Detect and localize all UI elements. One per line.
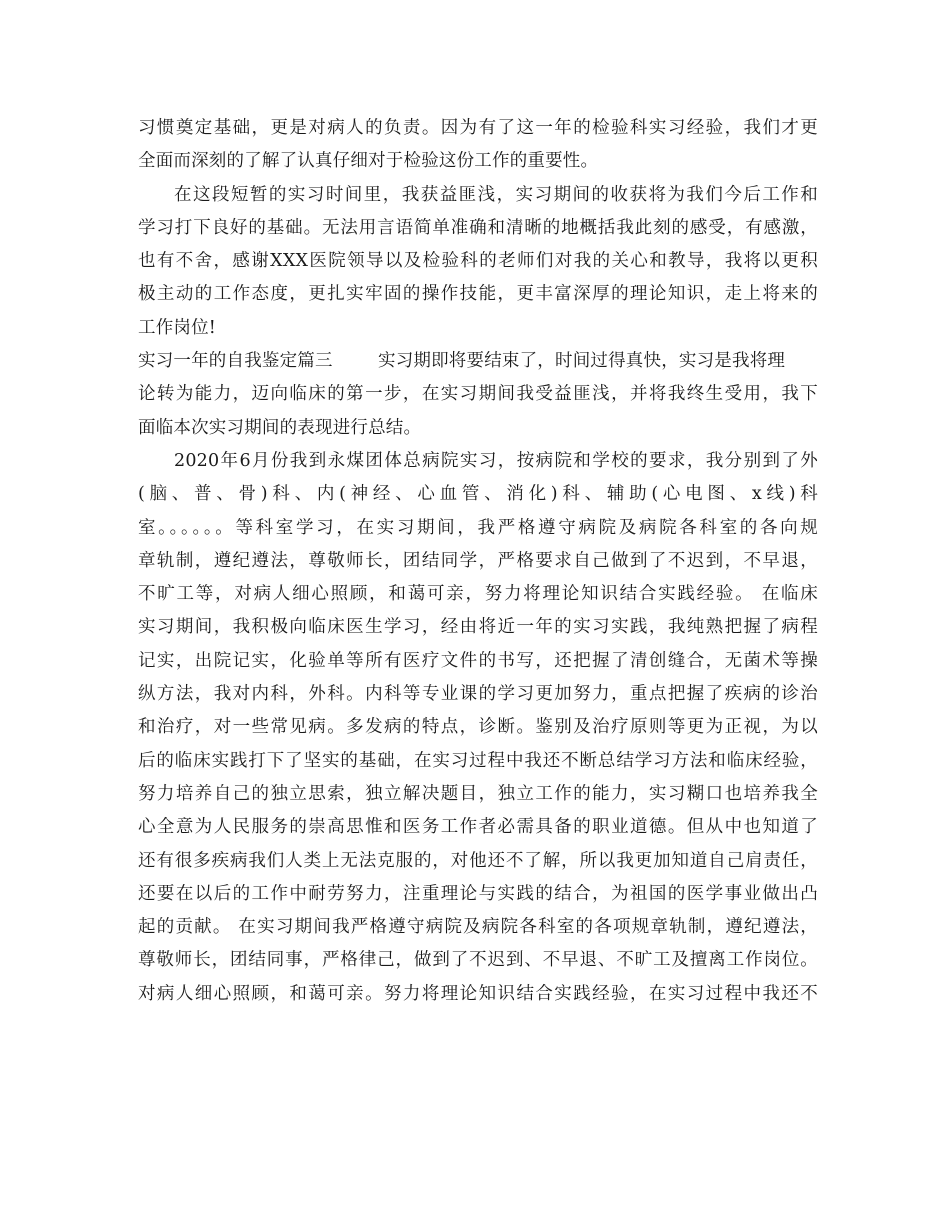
text-line: 论转为能力，迈向临床的第一步，在实习期间我受益匪浅，并将我终生受用，我下 <box>138 384 818 405</box>
text-line: 在这段短暂的实习时间里，我获益匪浅，实习期间的收获将为我们今后工作和 <box>174 184 818 205</box>
text-line: 后的临床实践打下了坚实的基础，在实习过程中我还不断总结学习方法和临床经验， <box>138 750 818 771</box>
text-line: 还要在以后的工作中耐劳努力，注重理论与实践的结合，为祖国的医学事业做出凸 <box>138 883 818 904</box>
text-line: 极主动的工作态度，更扎实牢固的操作技能，更丰富深厚的理论知识，走上将来的 <box>138 284 818 305</box>
text-line: 和治疗，对一些常见病。多发病的特点，诊断。鉴别及治疗原则等更为正视，为以 <box>138 717 818 738</box>
text-line: 心全意为人民服务的崇高思惟和医务工作者必需具备的职业道德。但从中也知道了 <box>138 817 818 838</box>
text-line: 尊敬师长，团结同事，严格律己，做到了不迟到、不早退、不旷工及擅离工作岗位。 <box>138 950 818 971</box>
text-line: 2020年6月份我到永煤团体总病院实习，按病院和学校的要求，我分别到了外 <box>174 450 818 471</box>
text-line: 纵方法，我对内科，外科。内科等专业课的学习更加努力，重点把握了疾病的诊治 <box>138 684 818 705</box>
text-line: 实习期间，我积极向临床医生学习，经由将近一年的实习实践，我纯熟把握了病程 <box>138 617 818 638</box>
paragraph-1 <box>138 112 818 179</box>
text-line: 还有很多疾病我们人类上无法克服的，对他还不了解，所以我更加知道自己肩责任， <box>138 850 818 871</box>
section-heading: 实习一年的自我鉴定篇三 <box>138 351 333 372</box>
text-line: 对病人细心照顾，和蔼可亲。努力将理论知识结合实践经验，在实习过程中我还不 <box>138 983 818 1004</box>
text-line: 章轨制，遵纪遵法，尊敬师长，团结同学，严格要求自己做到了不迟到，不早退， <box>138 550 818 571</box>
text-line: 不旷工等，对病人细心照顾，和蔼可亲，努力将理论知识结合实践经验。 在临床 <box>138 584 818 605</box>
paragraph-4 <box>138 445 818 1011</box>
text-line: 习惯奠定基础，更是对病人的负责。因为有了这一年的检验科实习经验，我们才更 <box>138 118 818 138</box>
paragraph-2 <box>138 179 818 345</box>
heading-line-text: 实习期即将要结束了，时间过得真快，实习是我将理 <box>378 351 786 372</box>
text-line: 起的贡献。 在实习期间我严格遵守病院及病院各科室的各项规章轨制，遵纪遵法， <box>138 917 818 938</box>
text-line: (脑、普、骨)科、内(神经、心血管、消化)科、辅助(心电图、x线)科 <box>138 484 818 505</box>
text-line: 努力培养自己的独立思索，独立解决题目，独立工作的能力，实习糊口也培养我全 <box>138 783 818 804</box>
text-line: 记实，出院记实，化验单等所有医疗文件的书写，还把握了清创缝合，无菌术等操 <box>138 650 818 671</box>
text-line: 也有不舍，感谢XXX医院领导以及检验科的老师们对我的关心和教导，我将以更积 <box>138 251 818 272</box>
text-line: 工作岗位! <box>138 317 217 338</box>
text-line: 全面而深刻的了解了认真仔细对于检验这份工作的重要性。 <box>138 151 599 172</box>
document-page <box>138 112 818 1011</box>
paragraph-3 <box>138 345 818 445</box>
text-line: 室。。。。。。等科室学习，在实习期间，我严格遵守病院及病院各科室的各向规 <box>138 517 818 538</box>
text-line <box>138 345 818 378</box>
text-line: 学习打下良好的基础。无法用言语简单准确和清晰的地概括我此刻的感受，有感激， <box>138 217 818 238</box>
text-line: 面临本次实习期间的表现进行总结。 <box>138 417 422 438</box>
